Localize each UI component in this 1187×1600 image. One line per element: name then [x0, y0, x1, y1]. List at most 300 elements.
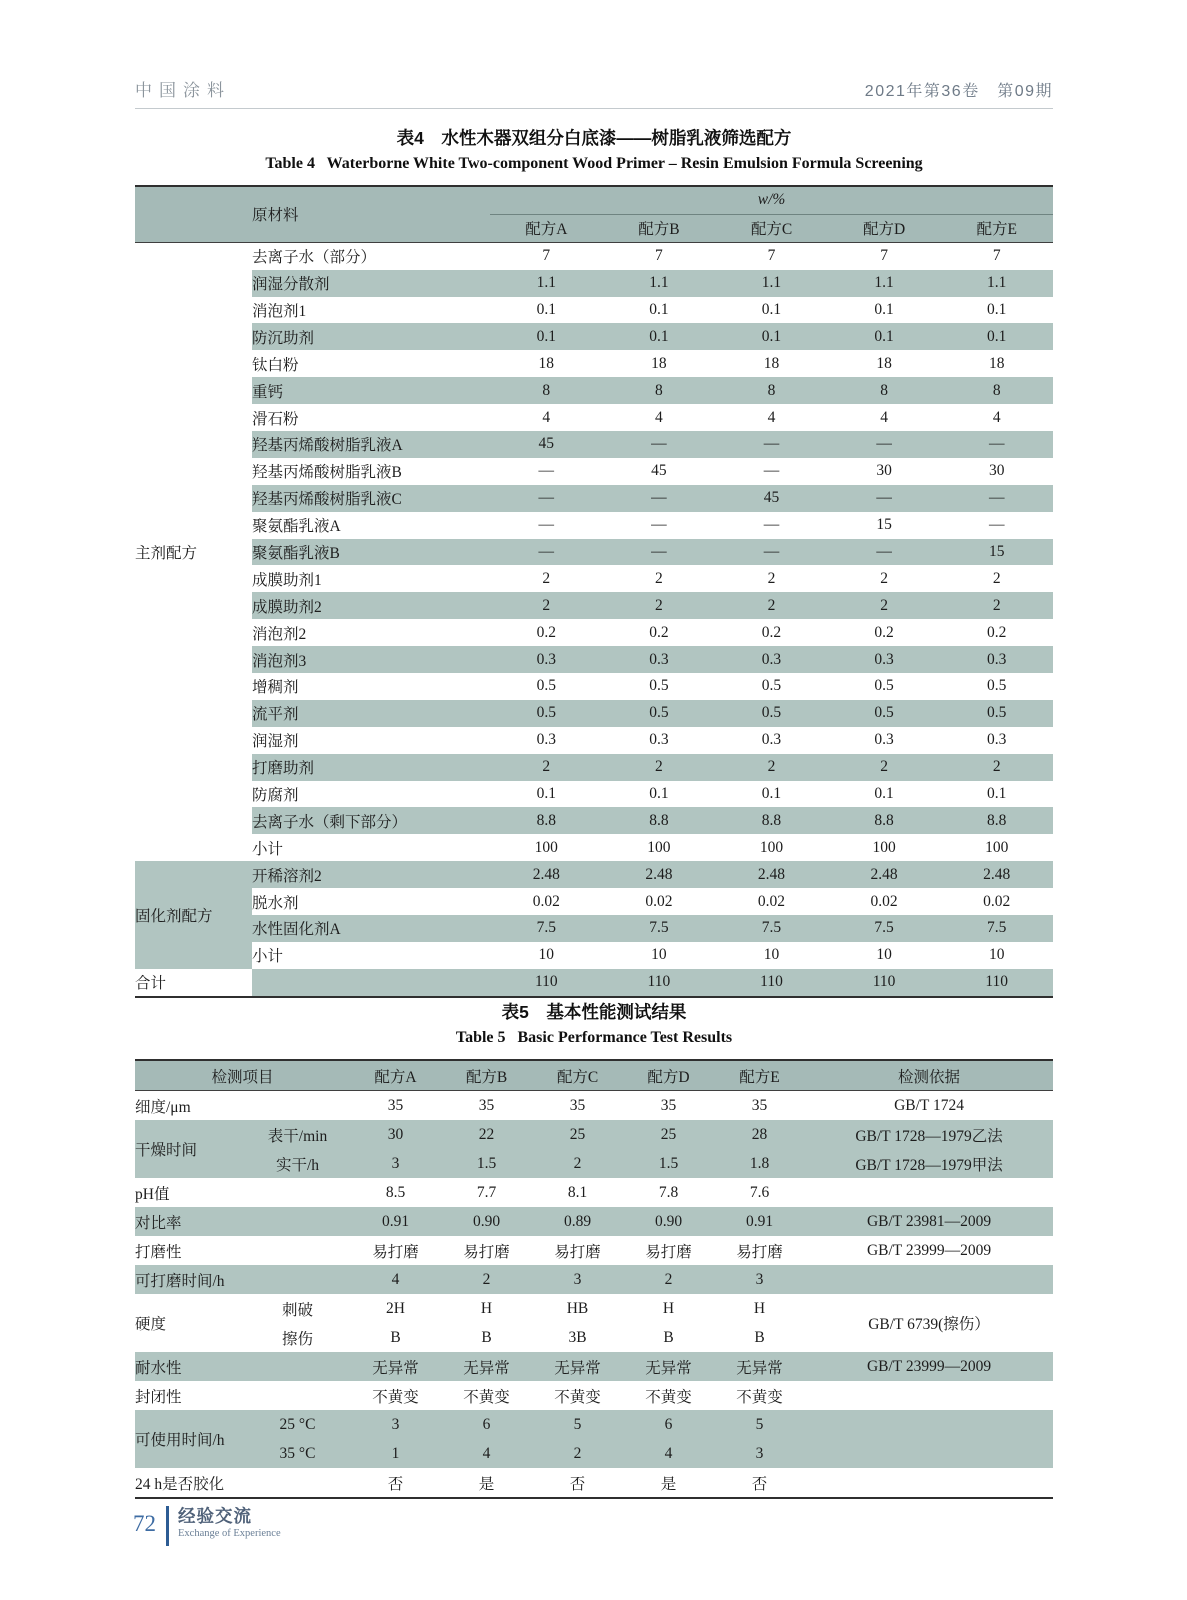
table4-materials-header: 原材料 [252, 186, 490, 242]
table-row [135, 377, 1053, 404]
value-cell: B [481, 1328, 492, 1346]
value-cell: 100 [985, 838, 1009, 856]
sub-item-cell: 35 °C [245, 1439, 350, 1468]
table-row [135, 942, 1053, 969]
table-row [135, 619, 1053, 646]
value-cell: 8.8 [940, 807, 1053, 834]
value-cell: 7.8 [658, 1183, 679, 1201]
table-row [135, 807, 1053, 834]
value-cell: 10 [651, 946, 667, 964]
value-cell: — [940, 431, 1053, 458]
value-cell: 3 [532, 1265, 623, 1294]
value-cell: 0.5 [987, 677, 1007, 695]
table5-formula-a-header: 配方A [350, 1060, 441, 1091]
value-cell: 7.5 [715, 915, 828, 942]
value-cell: 0.5 [828, 700, 941, 727]
value-cell: 100 [872, 838, 896, 856]
item-cell: 可打磨时间/h [135, 1265, 350, 1294]
value-cell: 1.1 [603, 270, 716, 297]
value-cell: B [663, 1328, 674, 1346]
sub-item-cell: 表干/min [245, 1120, 350, 1149]
table5-formula-e-header: 配方E [714, 1060, 805, 1091]
value-cell: 0.1 [761, 785, 782, 803]
footer-column [178, 1503, 281, 1541]
value-cell: 易打磨 [554, 1243, 601, 1261]
value-cell: 不黄变 [463, 1388, 510, 1406]
table4-formula-b-header: 配方B [603, 214, 716, 242]
material-cell: 羟基丙烯酸树脂乳液C [252, 485, 490, 512]
value-cell: 100 [759, 838, 784, 856]
value-cell: 5 [532, 1410, 623, 1439]
value-cell: 4 [542, 408, 551, 426]
issue-info: 2021年第36卷 第09期 [864, 83, 1053, 100]
value-cell: 0.1 [715, 323, 828, 350]
table-row [135, 323, 1053, 350]
table-row [135, 673, 1053, 700]
value-cell: 110 [940, 969, 1053, 997]
value-cell: — [763, 462, 780, 480]
table4-title-en: Table 4 Waterborne White Two-component Wood Primer – Resin Emulsion Formula Screening [265, 155, 923, 172]
table-row [135, 270, 1053, 297]
value-cell: 1.5 [623, 1149, 714, 1178]
table-row [135, 915, 1053, 942]
table-row [135, 1236, 1053, 1265]
basis-cell: GB/T 1728—1979甲法 [805, 1149, 1053, 1178]
group-label-cell: 合计 [135, 969, 252, 997]
value-cell: 3 [714, 1265, 805, 1294]
value-cell: 0.3 [536, 731, 556, 749]
value-cell: 0.1 [603, 323, 716, 350]
value-cell: — [828, 431, 941, 458]
value-cell: 无异常 [441, 1352, 532, 1381]
value-cell: 6 [623, 1410, 714, 1439]
value-cell: — [490, 539, 603, 566]
value-cell: HB [566, 1299, 589, 1317]
value-cell: H [480, 1299, 493, 1317]
value-cell: 0.1 [987, 301, 1007, 318]
value-cell: 110 [490, 969, 603, 997]
table-row [135, 1091, 1053, 1121]
value-cell: 2 [828, 754, 941, 781]
value-cell: 0.3 [649, 731, 669, 749]
material-cell: 羟基丙烯酸树脂乳液B [252, 464, 402, 482]
value-cell: 0.5 [761, 677, 782, 695]
table-row [135, 834, 1053, 861]
basis-cell: GB/T 1728—1979乙法 [805, 1120, 1053, 1149]
table4-formula-d-header: 配方D [828, 214, 941, 242]
table-row [135, 297, 1053, 324]
value-cell: 4 [767, 408, 776, 426]
basis-cell: GB/T 23999—2009 [866, 1241, 992, 1259]
material-cell: 小计 [252, 948, 284, 966]
value-cell: 0.2 [987, 623, 1007, 641]
table4-formula-e-header: 配方E [940, 214, 1053, 242]
sub-item-cell: 刺破 [282, 1301, 314, 1319]
value-cell: 0.3 [761, 731, 782, 749]
value-cell: 0.2 [536, 623, 556, 641]
basis-cell [805, 1265, 1053, 1294]
table4-title-zh: 表4 水性木器双组分白底漆——树脂乳液筛选配方 [396, 128, 792, 148]
footer-divider-bar [166, 1506, 169, 1546]
group-label-cell: 固化剂配方 [135, 861, 252, 969]
table-row [135, 1149, 1053, 1178]
material-cell: 羟基丙烯酸树脂乳液A [252, 431, 490, 458]
value-cell: B [390, 1328, 401, 1346]
value-cell: 是 [660, 1475, 677, 1493]
value-cell: — [603, 431, 716, 458]
value-cell: 0.91 [714, 1207, 805, 1236]
material-cell: 聚氨酯乳液A [252, 518, 341, 536]
value-cell: 7 [767, 247, 776, 265]
value-cell: 10 [763, 946, 780, 964]
value-cell: 15 [876, 516, 892, 534]
value-cell: 2 [828, 592, 941, 619]
value-cell: 18 [988, 354, 1005, 372]
table-row [135, 1265, 1053, 1294]
value-cell: 2 [532, 1149, 623, 1178]
value-cell: 0.02 [645, 892, 673, 910]
value-cell: 8 [828, 377, 941, 404]
value-cell: 0.2 [649, 623, 669, 641]
value-cell: 1.1 [715, 270, 828, 297]
material-cell: 脱水剂 [252, 894, 299, 912]
journal-name: 中国涂料 [135, 81, 231, 100]
value-cell: 18 [538, 354, 555, 372]
material-cell: 去离子水（部分） [252, 249, 377, 267]
value-cell: 8.1 [567, 1183, 588, 1201]
value-cell: 0.1 [536, 301, 556, 318]
value-cell: 2 [940, 754, 1053, 781]
formula-screening-table [135, 185, 1053, 998]
table-row [135, 242, 1053, 269]
value-cell: 0.1 [649, 785, 669, 803]
value-cell: 7.5 [603, 915, 716, 942]
value-cell: 0.1 [536, 785, 556, 803]
value-cell: 2 [623, 1265, 714, 1294]
table-row [135, 781, 1053, 808]
value-cell: 0.02 [532, 892, 560, 910]
value-cell: 10 [538, 946, 555, 964]
table-row [135, 458, 1053, 485]
material-cell: 聚氨酯乳液B [252, 539, 490, 566]
table4-corner-cell [135, 186, 252, 242]
value-cell: 0.90 [623, 1207, 714, 1236]
value-cell: 8 [603, 377, 716, 404]
value-cell: 10 [876, 946, 892, 964]
value-cell: 0.2 [874, 623, 894, 641]
value-cell: 0.02 [983, 892, 1011, 910]
value-cell: 无异常 [532, 1352, 623, 1381]
value-cell: 45 [490, 431, 603, 458]
value-cell: 35 [569, 1096, 586, 1114]
value-cell: 0.3 [715, 646, 828, 673]
value-cell: 0.5 [874, 677, 894, 695]
value-cell: 15 [940, 539, 1053, 566]
value-cell: 0.1 [828, 323, 941, 350]
item-cell: pH值 [135, 1185, 170, 1203]
value-cell: 2 [490, 592, 603, 619]
value-cell: 不黄变 [372, 1388, 419, 1406]
table5-formula-c-header: 配方C [532, 1060, 623, 1091]
table-row [135, 754, 1053, 781]
page-footer [133, 1503, 281, 1546]
value-cell: 8.5 [385, 1183, 406, 1201]
value-cell: 5 [714, 1410, 805, 1439]
value-cell: 2H [386, 1299, 405, 1317]
table-row [135, 727, 1053, 754]
value-cell: 8 [715, 377, 828, 404]
value-cell: 30 [350, 1120, 441, 1149]
value-cell: 22 [441, 1120, 532, 1149]
value-cell: 2 [767, 569, 776, 587]
item-cell: 24 h是否胶化 [135, 1475, 225, 1493]
value-cell: — [828, 539, 941, 566]
value-cell: 7 [542, 247, 551, 265]
value-cell: 8.8 [490, 807, 603, 834]
page-number: 72 [133, 1511, 156, 1536]
value-cell: 0.91 [350, 1207, 441, 1236]
table-row [135, 539, 1053, 566]
value-cell: 0.89 [532, 1207, 623, 1236]
table4-unit-header: w/% [490, 186, 1053, 214]
value-cell: 18 [876, 354, 892, 372]
value-cell: 110 [715, 969, 828, 997]
value-cell: 3 [714, 1439, 805, 1468]
value-cell: 0.1 [874, 785, 894, 803]
value-cell: 2 [715, 754, 828, 781]
material-cell: 钛白粉 [252, 356, 299, 374]
value-cell: — [715, 539, 828, 566]
table-row [135, 888, 1053, 915]
table-row [135, 646, 1053, 673]
table5-formula-b-header: 配方B [441, 1060, 532, 1091]
value-cell: 7.5 [940, 915, 1053, 942]
value-cell: 35 [478, 1096, 495, 1114]
value-cell: 7.5 [490, 915, 603, 942]
sub-item-cell: 25 °C [245, 1410, 350, 1439]
value-cell: 10 [988, 946, 1005, 964]
table-row [135, 969, 1053, 997]
material-cell: 消泡剂2 [252, 625, 307, 643]
item-cell: 可使用时间/h [135, 1410, 245, 1468]
value-cell: 8 [940, 377, 1053, 404]
table-row [135, 1468, 1053, 1498]
table-row [135, 431, 1053, 458]
basis-cell [805, 1468, 1053, 1498]
value-cell: — [490, 485, 603, 512]
value-cell: 0.5 [715, 700, 828, 727]
material-cell: 防沉助剂 [252, 323, 490, 350]
sub-item-cell: 实干/h [245, 1149, 350, 1178]
value-cell: 0.02 [757, 892, 786, 910]
value-cell: 8 [490, 377, 603, 404]
value-cell: 0.3 [828, 646, 941, 673]
value-cell: 25 [532, 1120, 623, 1149]
value-cell: 1.5 [441, 1149, 532, 1178]
value-cell: 6 [441, 1410, 532, 1439]
table-row [135, 1120, 1053, 1149]
material-cell: 去离子水（剩下部分） [252, 807, 490, 834]
material-cell: 成膜助剂2 [252, 592, 490, 619]
table5-section [135, 1000, 1053, 1499]
item-cell: 封闭性 [135, 1388, 182, 1406]
value-cell: 否 [751, 1475, 768, 1493]
value-cell: — [763, 516, 780, 534]
table5-formula-d-header: 配方D [623, 1060, 714, 1091]
value-cell: 2.48 [603, 861, 716, 888]
value-cell: — [603, 485, 716, 512]
basis-cell: GB/T 1724 [894, 1096, 964, 1114]
value-cell: — [988, 516, 1005, 534]
material-cell: 小计 [252, 840, 284, 858]
table4-formula-c-header: 配方C [715, 214, 828, 242]
value-cell: 无异常 [623, 1352, 714, 1381]
value-cell: 2.48 [828, 861, 941, 888]
value-cell: — [538, 462, 555, 480]
item-cell: 干燥时间 [135, 1120, 245, 1178]
item-cell: 硬度 [135, 1316, 167, 1333]
value-cell: 8.8 [828, 807, 941, 834]
value-cell: 0.5 [649, 677, 669, 695]
table-row [135, 1207, 1053, 1236]
value-cell: 100 [647, 838, 671, 856]
value-cell: — [651, 516, 667, 534]
item-cell: 对比率 [135, 1207, 350, 1236]
value-cell: 28 [714, 1120, 805, 1149]
value-cell: 7.5 [828, 915, 941, 942]
table4-formula-a-header: 配方A [490, 214, 603, 242]
basis-cell [805, 1381, 1053, 1410]
basis-cell [805, 1439, 1053, 1468]
value-cell: 0.3 [940, 646, 1053, 673]
material-cell: 消泡剂3 [252, 646, 490, 673]
value-cell: 否 [569, 1475, 586, 1493]
value-cell: 易打磨 [463, 1243, 510, 1261]
value-cell: 1 [350, 1439, 441, 1468]
value-cell: 0.3 [987, 731, 1007, 749]
material-cell: 打磨助剂 [252, 754, 490, 781]
material-cell: 重钙 [252, 377, 490, 404]
table-row [135, 861, 1053, 888]
group-label-cell: 主剂配方 [135, 242, 252, 861]
value-cell: 110 [828, 969, 941, 997]
value-cell: 1.8 [714, 1149, 805, 1178]
value-cell: 35 [387, 1096, 404, 1114]
value-cell: 2 [655, 569, 663, 587]
value-cell: 0.02 [870, 892, 898, 910]
value-cell: 4 [441, 1439, 532, 1468]
value-cell: 易打磨 [645, 1243, 692, 1261]
value-cell: H [753, 1299, 766, 1317]
value-cell: 2 [603, 754, 716, 781]
value-cell: 1.1 [940, 270, 1053, 297]
value-cell: 4 [655, 408, 663, 426]
value-cell: B [754, 1328, 765, 1346]
value-cell: 不黄变 [554, 1388, 601, 1406]
table-row [135, 1410, 1053, 1439]
value-cell: 0.3 [603, 646, 716, 673]
value-cell: 3B [568, 1328, 587, 1346]
basis-cell: GB/T 23981—2009 [805, 1207, 1053, 1236]
value-cell: 18 [651, 354, 667, 372]
value-cell: 45 [715, 485, 828, 512]
value-cell: 2 [441, 1265, 532, 1294]
material-cell: 增稠剂 [252, 679, 299, 697]
footer-column-zh: 经验交流 [178, 1506, 252, 1526]
item-cell: 耐水性 [135, 1352, 350, 1381]
table5-title-en: Table 5 Basic Performance Test Results [455, 1029, 733, 1046]
value-cell: 30 [876, 462, 892, 480]
value-cell: 7 [655, 247, 663, 265]
value-cell: H [662, 1299, 675, 1317]
value-cell: 2 [715, 592, 828, 619]
value-cell: 是 [478, 1475, 495, 1493]
value-cell: 无异常 [714, 1352, 805, 1381]
material-cell: 滑石粉 [252, 410, 299, 428]
value-cell: 0.3 [490, 646, 603, 673]
material-cell: 润湿剂 [252, 733, 299, 751]
running-head [135, 76, 1053, 109]
value-cell: 0.1 [874, 301, 894, 318]
value-cell: — [940, 485, 1053, 512]
table5-basis-header: 检测依据 [805, 1060, 1053, 1091]
value-cell: — [603, 539, 716, 566]
value-cell: 1.1 [490, 270, 603, 297]
value-cell: 7 [992, 247, 1001, 265]
table-row [135, 404, 1053, 431]
value-cell: 3 [350, 1410, 441, 1439]
material-cell: 开稀溶剂2 [252, 861, 490, 888]
value-cell: 4 [880, 408, 888, 426]
material-cell: 成膜助剂1 [252, 571, 322, 589]
table-row [135, 1178, 1053, 1207]
table5-title-zh: 表5 基本性能测试结果 [501, 1002, 687, 1022]
value-cell: 否 [387, 1475, 404, 1493]
value-cell: 35 [660, 1096, 677, 1114]
value-cell: 4 [623, 1439, 714, 1468]
value-cell: 2.48 [490, 861, 603, 888]
material-cell: 消泡剂1 [252, 303, 307, 320]
value-cell: 0.1 [761, 301, 782, 318]
value-cell: 0.1 [649, 301, 669, 318]
table-row [135, 512, 1053, 539]
value-cell: 110 [603, 969, 716, 997]
value-cell: 8.8 [603, 807, 716, 834]
performance-results-table [135, 1059, 1053, 1499]
value-cell: 2 [490, 754, 603, 781]
value-cell: 2.48 [940, 861, 1053, 888]
value-cell: 不黄变 [645, 1388, 692, 1406]
value-cell: 易打磨 [372, 1243, 419, 1261]
value-cell: 2 [940, 592, 1053, 619]
value-cell: 100 [534, 838, 558, 856]
value-cell: 18 [763, 354, 780, 372]
value-cell: 2 [532, 1439, 623, 1468]
value-cell: — [538, 516, 555, 534]
value-cell: 2 [880, 569, 888, 587]
value-cell: 2.48 [715, 861, 828, 888]
basis-cell [805, 1410, 1053, 1439]
table-row [135, 592, 1053, 619]
value-cell: 1.1 [828, 270, 941, 297]
value-cell: 2 [992, 569, 1001, 587]
value-cell: 0.2 [761, 623, 782, 641]
value-cell: 0.90 [441, 1207, 532, 1236]
table-row [135, 700, 1053, 727]
value-cell: 30 [988, 462, 1005, 480]
material-cell: 润湿分散剂 [252, 270, 490, 297]
table-row [135, 1352, 1053, 1381]
